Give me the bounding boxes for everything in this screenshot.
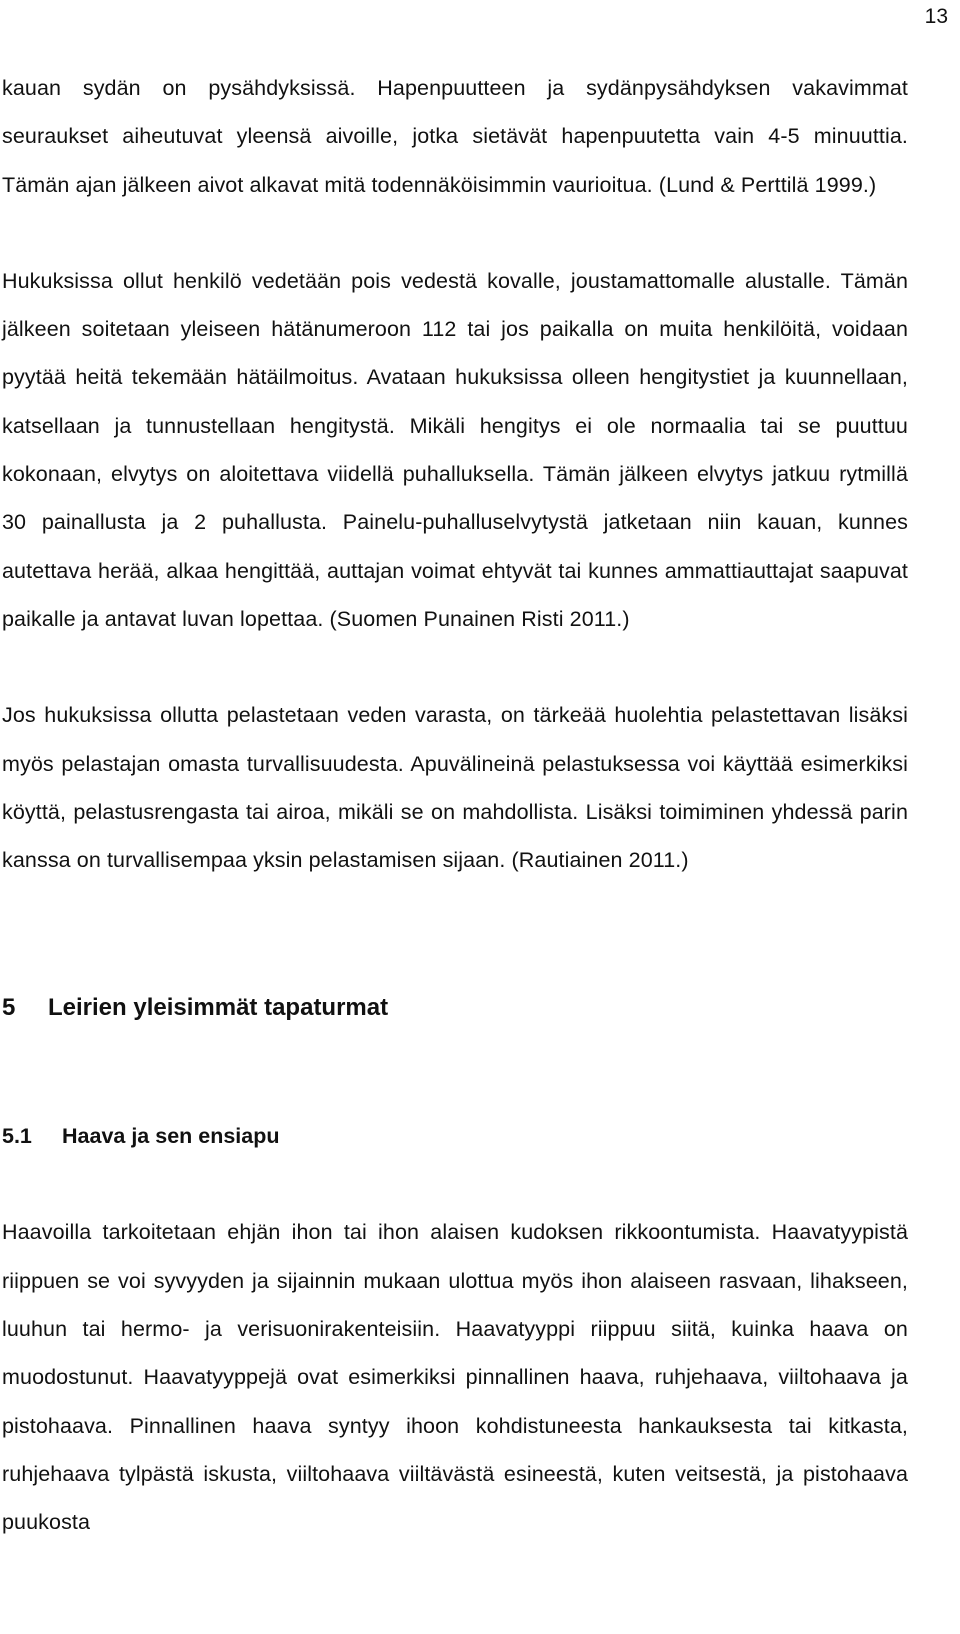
paragraph-wound-types: Haavoilla tarkoitetaan ehjän ihon tai ihon alaisen kudoksen rikkoontumista. Haavatyypistä riippuen se voi syvyyden ja sijainnin mukaan ulottua myös ihon alaiseen rasvaan, lihakseen, luuhun tai hermo- ja verisuonirakenteisiin. Haavatyyppi riippuu siitä, kuinka haava on muodostunut. Haavatyyppejä ovat esimerkiksi pinnallinen haava, ruhjehaava, viiltohaava ja pistohaava. Pinnallinen haava syntyy ihoon kohdistuneesta hankauksesta tai kitkasta, ruhjehaava tylpästä iskusta, viiltohaava viiltävästä esineestä, kuten veitsestä, ja pistohaava puukosta — [2, 1220, 908, 1535]
section-title: Leirien yleisimmät tapaturmat — [48, 994, 389, 1022]
section-number: 5 — [2, 994, 16, 1022]
subsection-title: Haava ja sen ensiapu — [62, 1124, 280, 1149]
paragraph-rescuer-safety: Jos hukuksissa ollutta pelastetaan veden varasta, on tärkeää huolehtia pelastettavan lisäksi myös pelastajan omasta turvallisuudesta. Apuvälineinä pelastuksessa voi käyttää esimerkiksi köyttä, pelastusrengasta tai airoa, mikäli se on mahdollista. Lisäksi toimiminen yhdessä parin kanssa on turvallisempaa yksin pelastamisen sijaan. (Rautiainen 2011.) — [2, 703, 908, 873]
page-number: 13 — [924, 5, 948, 28]
subsection-heading — [2, 1112, 908, 1160]
section-heading — [2, 984, 908, 1032]
paragraph-drowning-effects: kauan sydän on pysähdyksissä. Hapenpuutteen ja sydänpysähdyksen vakavimmat seuraukset aiheutuvat yleensä aivoille, jotka sietävät hapenpuutetta vain 4-5 minuuttia. Tämän ajan jälkeen aivot alkavat mitä todennäköisimmin vaurioitua. (Lund & Perttilä 1999.) — [2, 76, 908, 197]
subsection-number: 5.1 — [2, 1124, 32, 1149]
paragraph-rescue-procedure: Hukuksissa ollut henkilö vedetään pois vedestä kovalle, joustamattomalle alustalle. Tämän jälkeen soitetaan yleiseen hätänumeroon 112 tai jos paikalla on muita henkilöitä, voidaan pyytää heitä tekemään hätäilmoitus. Avataan hukuksissa olleen hengitystiet ja kuunnellaan, katsellaan ja tunnustellaan hengitystä. Mikäli hengitys ei ole normaalia tai se puuttuu kokonaan, elvytys on aloitettava viidellä puhalluksella. Tämän jälkeen elvytys jatkuu rytmillä 30 painallusta ja 2 puhallusta. Painelu-puhalluselvytystä jatketaan niin kauan, kunnes autettava herää, alkaa hengittää, auttajan voimat ehtyvät tai kunnes ammattiauttajat saapuvat paikalle ja antavat luvan lopettaa. (Suomen Punainen Risti 2011.) — [2, 268, 908, 631]
document-body — [2, 64, 908, 1547]
